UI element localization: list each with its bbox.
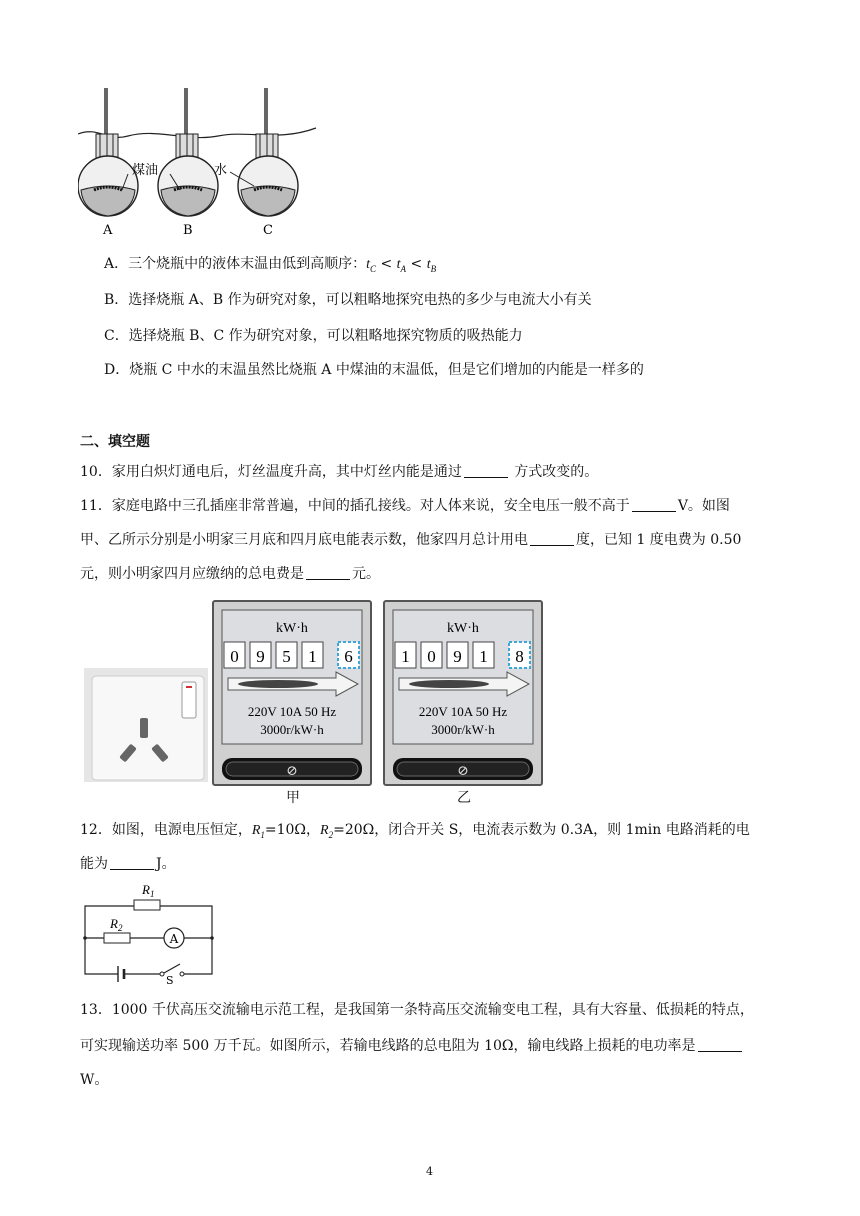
meter-digit: 9: [256, 647, 265, 666]
answer-blank[interactable]: [530, 531, 574, 546]
option-d: D．烧瓶 C 中水的末温虽然比烧瓶 A 中煤油的末温低，但是它们增加的内能是一样多的: [104, 362, 644, 378]
question-11-line-1: 11．家庭电路中三孔插座非常普遍，中间的插孔接线。对人体来说，安全电压一般不高于 V。如图: [80, 498, 730, 514]
question-13-line-2: 可实现输送功率 500 万千瓦。如图所示，若输电线路的总电阻为 10Ω，输电线路上损耗的电功率是: [80, 1036, 744, 1056]
meter-spec-1: 220V 10A 50 Hz: [418, 704, 508, 719]
circuit-diagram: [78, 878, 218, 984]
switch-icon: [164, 964, 180, 973]
meter-yi: [383, 600, 543, 786]
option-c: C．选择烧瓶 B、C 作为研究对象，可以粗略地探究物质的吸热能力: [104, 328, 523, 344]
question-12-line-2: 能为 J。: [80, 856, 176, 872]
page-number: 4: [426, 1165, 433, 1178]
meter-digit: 5: [282, 647, 291, 666]
meter-digit: 0: [230, 647, 239, 666]
answer-blank[interactable]: [464, 463, 508, 478]
answer-blank[interactable]: [110, 855, 154, 870]
meter-unit: kW·h: [276, 621, 308, 636]
meter-spec-1: 220V 10A 50 Hz: [247, 704, 337, 719]
flask-a-label: A: [103, 223, 113, 238]
switch-label: S: [166, 974, 174, 984]
flask-figure: [78, 86, 318, 238]
flask-c: [238, 88, 298, 216]
resistor-r2: [104, 933, 130, 943]
question-13-line-3: W。: [80, 1072, 109, 1088]
r2-label: $R_2$: [110, 916, 123, 933]
meter-caption-jia: 甲: [286, 790, 300, 806]
socket-image: [84, 668, 208, 782]
flask-b-label: B: [183, 223, 193, 238]
meter-spec-2: 3000r/kW·h: [260, 722, 324, 737]
meter-screw-icon: ⊘: [286, 763, 298, 779]
question-11-line-3: 元，则小明家四月应缴纳的总电费是 元。: [80, 566, 380, 582]
section-title: 二、填空题: [80, 434, 150, 450]
ammeter-label: A: [169, 932, 179, 946]
kerosene-label: 煤油: [132, 163, 159, 178]
water-label: 水: [214, 163, 228, 178]
meter-spec-2: 3000r/kW·h: [431, 722, 495, 737]
meter-decimal-digit: 8: [515, 647, 524, 666]
option-b: B．选择烧瓶 A、B 作为研究对象，可以粗略地探究电热的多少与电流大小有关: [104, 292, 592, 308]
question-10: 10．家用白炽灯通电后，灯丝温度升高，其中灯丝内能是通过 方式改变的。: [80, 464, 599, 480]
meter-digit: 1: [401, 647, 410, 666]
meter-digit: 0: [427, 647, 436, 666]
meter-digit: 9: [453, 647, 462, 666]
flask-c-label: C: [263, 223, 273, 238]
r1-label: $R_1$: [142, 882, 155, 899]
question-11-line-2: 甲、乙所示分别是小明家三月底和四月底电能表示数，他家四月总计用电 度，已知 1 度电费为 0.50: [80, 532, 742, 548]
answer-blank[interactable]: [632, 497, 676, 512]
meter-caption-yi: 乙: [457, 790, 471, 806]
meter-screw-icon: ⊘: [457, 763, 469, 779]
flask-a: [78, 88, 138, 216]
flask-b: [158, 88, 218, 216]
meter-unit: kW·h: [447, 621, 479, 636]
answer-blank[interactable]: [306, 565, 350, 580]
question-12-line-1: 12．如图，电源电压恒定，$R_1=10\Omega$，$R_2=20\Omega$，闭合开关 S，电流表示数为 0.3A，则 1min 电路消耗的电: [80, 822, 750, 840]
meter-digit: 1: [479, 647, 488, 666]
meter-digit: 1: [308, 647, 317, 666]
meter-decimal-digit: 6: [344, 647, 353, 666]
meter-jia: [212, 600, 372, 786]
question-13-line-1: 13．1000 千伏高压交流输电示范工程，是我国第一条特高压交流输变电工程，具有大容量、低损耗的特点，: [80, 1002, 754, 1018]
resistor-r1: [134, 900, 160, 910]
answer-blank[interactable]: [698, 1037, 742, 1052]
option-a: A．三个烧瓶中的液体末温由低到高顺序：$t_C < t_A < t_B$: [104, 256, 437, 274]
